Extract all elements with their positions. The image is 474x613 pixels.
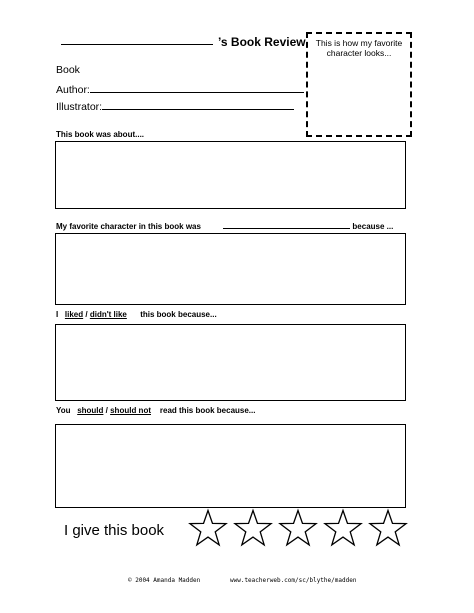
rating-star-icon[interactable] <box>325 511 361 545</box>
should-prompt <box>56 406 255 415</box>
footer-copyright: © 2004 Amanda Madden <box>128 577 201 584</box>
author-blank-line[interactable] <box>90 82 304 93</box>
liked-answer-box[interactable] <box>55 324 406 401</box>
rating-label: I give this book <box>64 522 165 539</box>
book-label: Book <box>56 64 80 76</box>
footer-url: www.teacherweb.com/sc/blythe/madden <box>230 577 357 584</box>
author-label: Author: <box>56 84 90 96</box>
character-drawing-box[interactable] <box>306 32 412 137</box>
rating-star-icon[interactable] <box>370 511 406 545</box>
should-option[interactable]: should <box>77 406 104 415</box>
favorite-prefix: My favorite character in this book was <box>56 222 201 231</box>
liked-i: I <box>56 310 59 319</box>
favorite-character-blank-line[interactable] <box>223 221 350 229</box>
name-blank-line[interactable] <box>61 44 213 45</box>
liked-prompt <box>56 310 217 319</box>
you-label: You <box>56 406 71 415</box>
rating-star-icon[interactable] <box>235 511 271 545</box>
star-rating <box>187 508 412 550</box>
liked-suffix: this book because... <box>140 310 217 319</box>
didnt-like-option[interactable]: didn't like <box>89 310 127 319</box>
character-box-prompt: This is how my favorite character looks... <box>315 38 403 58</box>
about-answer-box[interactable] <box>55 141 406 209</box>
favorite-character-prompt <box>56 221 393 231</box>
book-field <box>56 64 80 76</box>
liked-option[interactable]: liked <box>64 310 84 319</box>
should-answer-box[interactable] <box>55 424 406 508</box>
rating-star-icon[interactable] <box>280 511 316 545</box>
favorite-character-answer-box[interactable] <box>55 233 406 305</box>
author-field <box>56 82 304 96</box>
page-title: ’s Book Review <box>218 35 306 49</box>
about-prompt: This book was about.... <box>56 130 145 139</box>
rating-star-icon[interactable] <box>190 511 226 545</box>
illustrator-field <box>56 99 294 113</box>
should-suffix: read this book because... <box>159 406 256 415</box>
illustrator-label: Illustrator: <box>56 101 103 113</box>
should-not-option[interactable]: should not <box>110 406 151 415</box>
favorite-suffix: because ... <box>352 222 394 231</box>
should-slash: / <box>105 406 108 415</box>
liked-slash: / <box>85 310 88 319</box>
illustrator-blank-line[interactable] <box>102 99 294 110</box>
